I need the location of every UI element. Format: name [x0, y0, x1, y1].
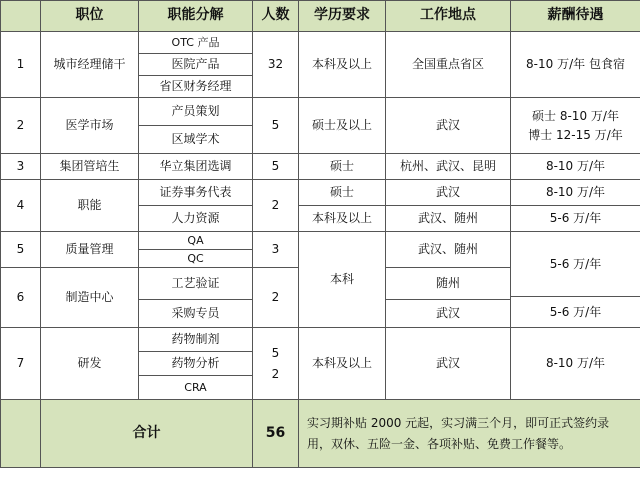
header-education: 学历要求 [299, 1, 386, 32]
position-cell: 医学市场 [41, 98, 139, 154]
header-location: 工作地点 [386, 1, 511, 32]
salary-cell: 5-6 万/年 [511, 297, 640, 328]
location-cell: 武汉 [386, 328, 511, 400]
location-cell: 武汉、随州 [386, 232, 511, 268]
education-cell: 硕士 [299, 180, 386, 206]
function-cell: 省区财务经理 [139, 76, 253, 98]
education-cell: 本科及以上 [299, 206, 386, 232]
header-position: 职位 [41, 1, 139, 32]
count-cell: 3 [253, 232, 299, 268]
function-cell: OTC 产品 [139, 32, 253, 54]
total-row [1, 400, 640, 468]
salary-cell: 8-10 万/年 [511, 180, 640, 206]
location-cell: 武汉、随州 [386, 206, 511, 232]
count-line: 5 [271, 345, 280, 360]
function-cell: 华立集团选调 [139, 154, 253, 180]
function-cell: 药物分析 [139, 352, 253, 376]
header-count: 人数 [253, 1, 299, 32]
location-cell: 随州 [386, 268, 511, 300]
position-cell: 城市经理储干 [41, 32, 139, 98]
row-number: 7 [1, 328, 41, 400]
salary-cell: 8-10 万/年 [511, 328, 640, 400]
table-row [1, 328, 640, 352]
table-row [1, 232, 640, 250]
table-row [1, 180, 640, 206]
table-row [1, 98, 640, 126]
row-number: 1 [1, 32, 41, 98]
salary-line: 硕士 8-10 万/年 [532, 108, 619, 123]
total-note: 实习期补贴 2000 元起，实习满三个月，即可正式签约录用，双休、五险一金、各项补贴、免费工作餐等。 [299, 400, 640, 468]
count-cell: 2 [253, 180, 299, 232]
count-line: 2 [271, 366, 280, 381]
position-cell: 集团管培生 [41, 154, 139, 180]
count-cell: 5 [253, 154, 299, 180]
salary-cell: 5-6 万/年 [511, 206, 640, 232]
row-number: 5 [1, 232, 41, 268]
header-salary: 薪酬待遇 [511, 1, 640, 32]
function-cell: 药物制剂 [139, 328, 253, 352]
function-cell: QA [139, 232, 253, 250]
function-cell: 区域学术 [139, 126, 253, 154]
education-cell: 硕士及以上 [299, 98, 386, 154]
count-cell [253, 328, 299, 400]
function-cell: 采购专员 [139, 300, 253, 328]
row-number: 2 [1, 98, 41, 154]
position-cell: 职能 [41, 180, 139, 232]
education-cell: 本科及以上 [299, 328, 386, 400]
position-cell: 制造中心 [41, 268, 139, 328]
salary-cell [511, 98, 640, 154]
count-cell: 32 [253, 32, 299, 98]
total-count: 56 [253, 400, 299, 468]
salary-cell: 8-10 万/年 包食宿 [511, 32, 640, 98]
location-cell: 杭州、武汉、昆明 [386, 154, 511, 180]
salary-cell: 5-6 万/年 [511, 232, 640, 297]
education-cell: 本科及以上 [299, 32, 386, 98]
function-cell: 产员策划 [139, 98, 253, 126]
function-cell: 人力资源 [139, 206, 253, 232]
position-cell: 质量管理 [41, 232, 139, 268]
location-cell: 武汉 [386, 98, 511, 154]
header-functions: 职能分解 [139, 1, 253, 32]
total-label: 合计 [41, 400, 253, 468]
function-cell: CRA [139, 376, 253, 400]
count-cell: 2 [253, 268, 299, 328]
location-cell: 武汉 [386, 300, 511, 328]
header-row [1, 1, 640, 32]
position-cell: 研发 [41, 328, 139, 400]
function-cell: 证券事务代表 [139, 180, 253, 206]
education-cell: 硕士 [299, 154, 386, 180]
header-corner [1, 1, 41, 32]
salary-cell: 8-10 万/年 [511, 154, 640, 180]
education-cell: 本科 [299, 232, 386, 328]
total-corner [1, 400, 41, 468]
count-cell: 5 [253, 98, 299, 154]
row-number: 3 [1, 154, 41, 180]
function-cell: 医院产品 [139, 54, 253, 76]
table-row [1, 154, 640, 180]
row-number: 6 [1, 268, 41, 328]
table-row [1, 32, 640, 54]
location-cell: 全国重点省区 [386, 32, 511, 98]
function-cell: QC [139, 250, 253, 268]
salary-line: 博士 12-15 万/年 [528, 127, 623, 142]
location-cell: 武汉 [386, 180, 511, 206]
row-number: 4 [1, 180, 41, 232]
function-cell: 工艺验证 [139, 268, 253, 300]
